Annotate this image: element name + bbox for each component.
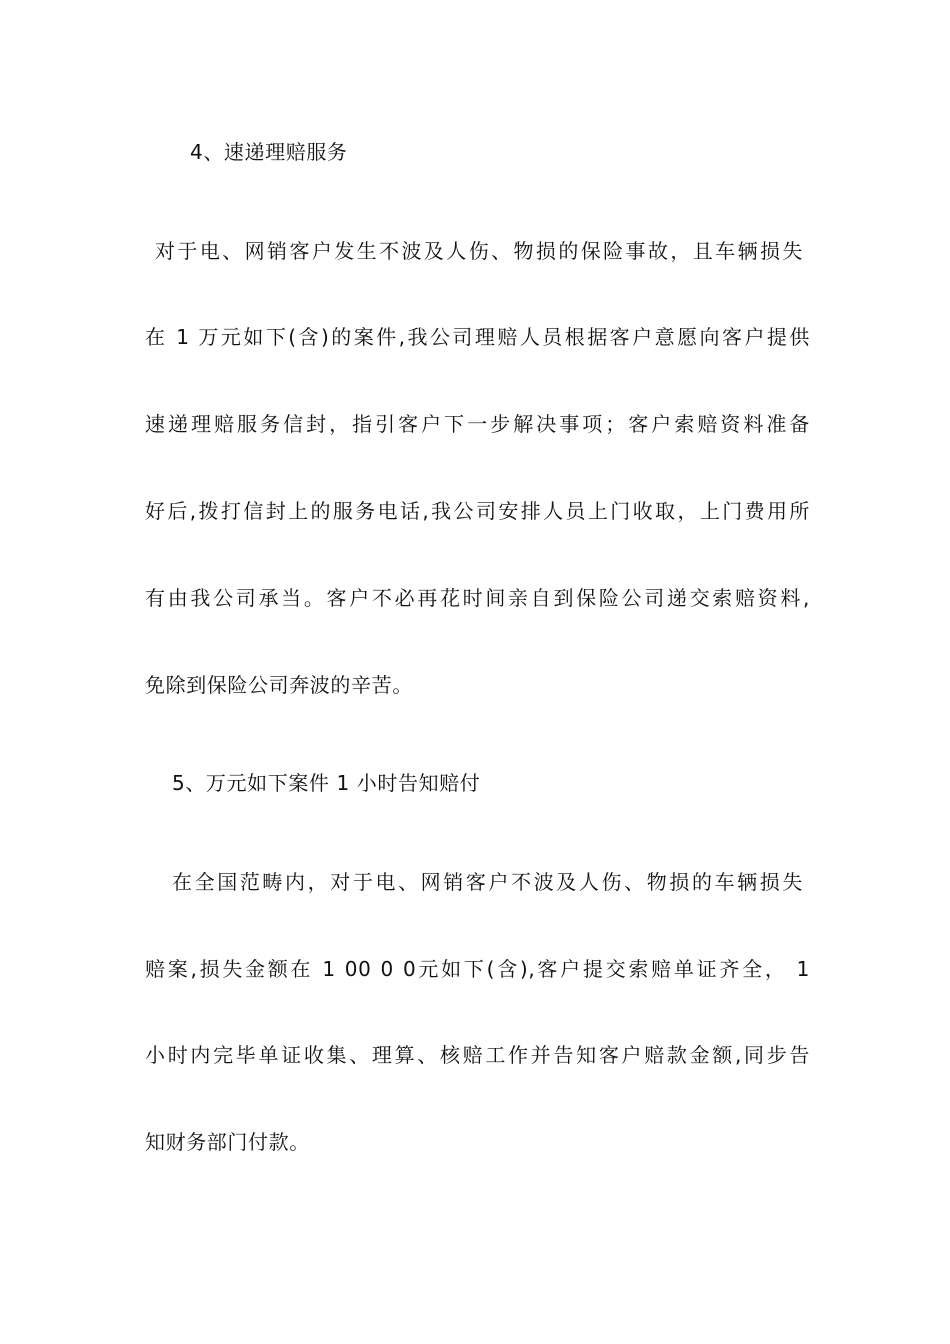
section-4-paragraph-line-6: 免除到保险公司奔波的辛苦。 [145, 673, 413, 697]
section-5-paragraph-line-4: 知财务部门付款。 [145, 1130, 310, 1154]
section-4-heading: 4、速递理赔服务 [190, 140, 348, 164]
section-5-paragraph-line-2: 赔案,损失金额在 1 00 0 0元如下(含),客户提交索赔单证齐全， 1 [145, 957, 810, 981]
section-5-paragraph-line-3: 小时内完毕单证收集、理算、核赔工作并告知客户赔款金额,同步告 [145, 1043, 810, 1067]
section-4-paragraph-line-5: 有由我公司承当。客户不必再花时间亲自到保险公司递交索赔资料, [145, 586, 810, 610]
section-4-paragraph-line-1: 对于电、网销客户发生不波及人伤、物损的保险事故，且车辆损失 [155, 239, 803, 263]
section-5-paragraph-line-1: 在全国范畴内，对于电、网销客户不波及人伤、物损的车辆损失 [172, 870, 803, 894]
section-4-paragraph-line-3: 速递理赔服务信封，指引客户下一步解决事项；客户索赔资料准备 [145, 412, 810, 436]
section-4-paragraph-line-4: 好后,拨打信封上的服务电话,我公司安排人员上门收取，上门费用所 [145, 499, 810, 523]
section-4-paragraph-line-2: 在 1 万元如下(含)的案件,我公司理赔人员根据客户意愿向客户提供 [145, 325, 810, 349]
section-5-heading: 5、万元如下案件 1 小时告知赔付 [172, 771, 481, 795]
